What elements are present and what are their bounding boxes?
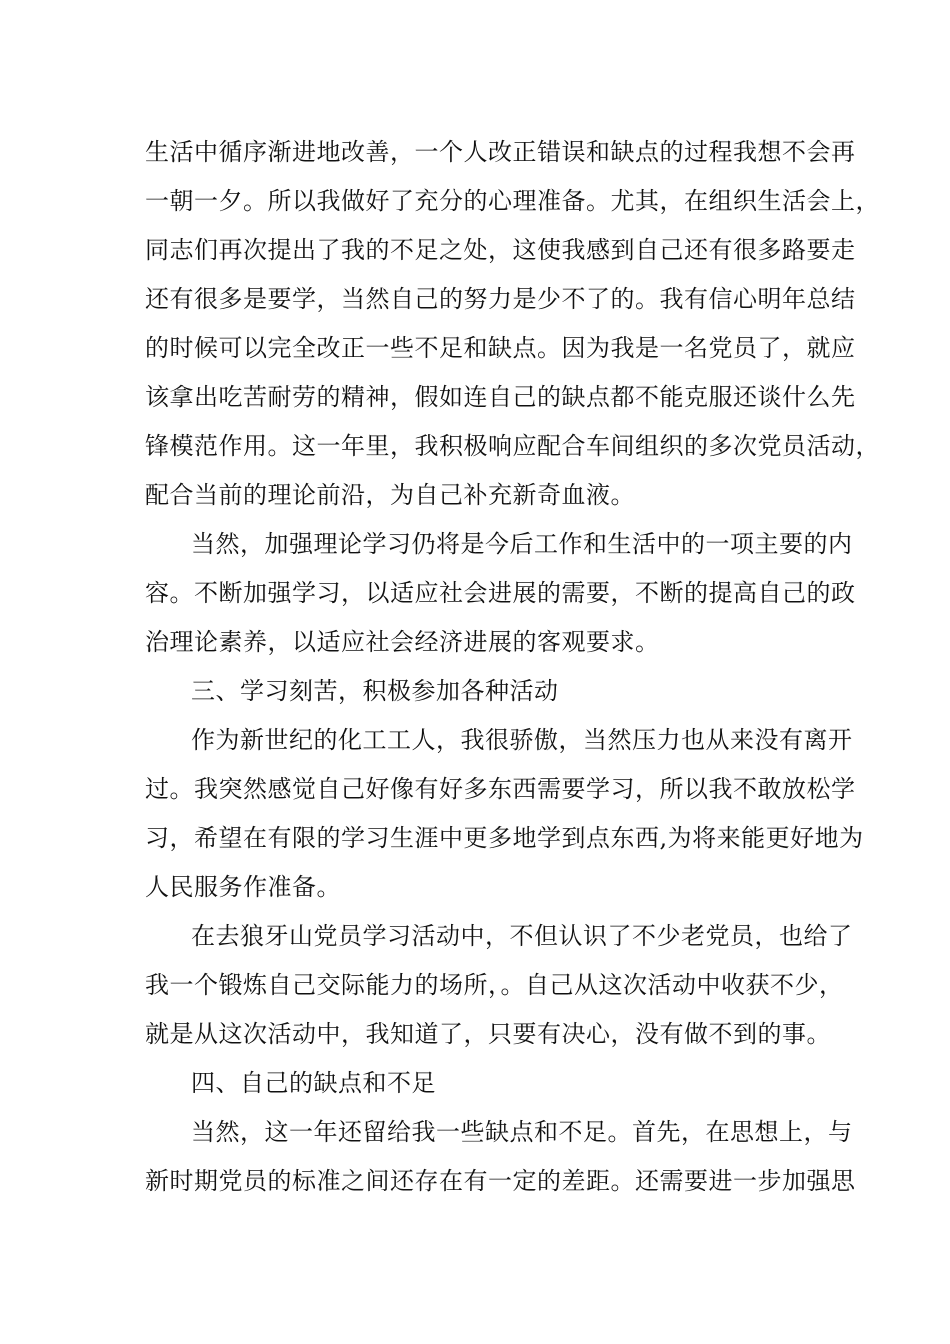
text-line: 过。我突然感觉自己好像有好多东西需要学习，所以我不敢放松学 [145,775,856,803]
text-line: 该拿出吃苦耐劳的精神，假如连自己的缺点都不能克服还谈什么先 [145,383,856,411]
text-line: 配合当前的理论前沿，为自己补充新奇血液。 [145,481,635,509]
section-heading: 四、自己的缺点和不足 [191,1069,436,1097]
text-line: 人民服务作准备。 [145,873,341,901]
paragraph-first-line: 在去狼牙山党员学习活动中，不但认识了不少老党员，也给了 [191,922,853,950]
paragraph-first-line: 当然，这一年还留给我一些缺点和不足。首先，在思想上，与 [191,1118,853,1146]
text-line: 同志们再次提出了我的不足之处，这使我感到自己还有很多路要走 [145,236,856,264]
text-line: 还有很多是要学，当然自己的努力是少不了的。我有信心明年总结 [145,285,856,313]
text-line: 我一个锻炼自己交际能力的场所，。自己从这次活动中收获不少， [145,971,844,999]
text-line: 生活中循序渐进地改善，一个人改正错误和缺点的过程我想不会再 [145,138,856,166]
text-line: 习，希望在有限的学习生涯中更多地学到点东西,为将来能更好地为 [145,824,864,852]
text-line: 就是从这次活动中，我知道了，只要有决心，没有做不到的事。 [145,1020,831,1048]
text-line: 的时候可以完全改正一些不足和缺点。因为我是一名党员了，就应 [145,334,856,362]
paragraph-first-line: 当然，加强理论学习仍将是今后工作和生活中的一项主要的内 [191,530,853,558]
paragraph-first-line: 作为新世纪的化工工人，我很骄傲，当然压力也从来没有离开 [191,726,853,754]
text-line: 容。不断加强学习，以适应社会进展的需要，不断的提高自己的政 [145,579,856,607]
body-text [145,128,880,1206]
section-heading: 三、学习刻苦，积极参加各种活动 [191,677,559,705]
text-line: 新时期党员的标准之间还存在有一定的差距。还需要进一步加强思 [145,1167,856,1195]
text-line: 治理论素养，以适应社会经济进展的客观要求。 [145,628,660,656]
text-line: 一朝一夕。所以我做好了充分的心理准备。尤其，在组织生活会上， [145,187,880,215]
text-line: 锋模范作用。这一年里，我积极响应配合车间组织的多次党员活动， [145,432,880,460]
